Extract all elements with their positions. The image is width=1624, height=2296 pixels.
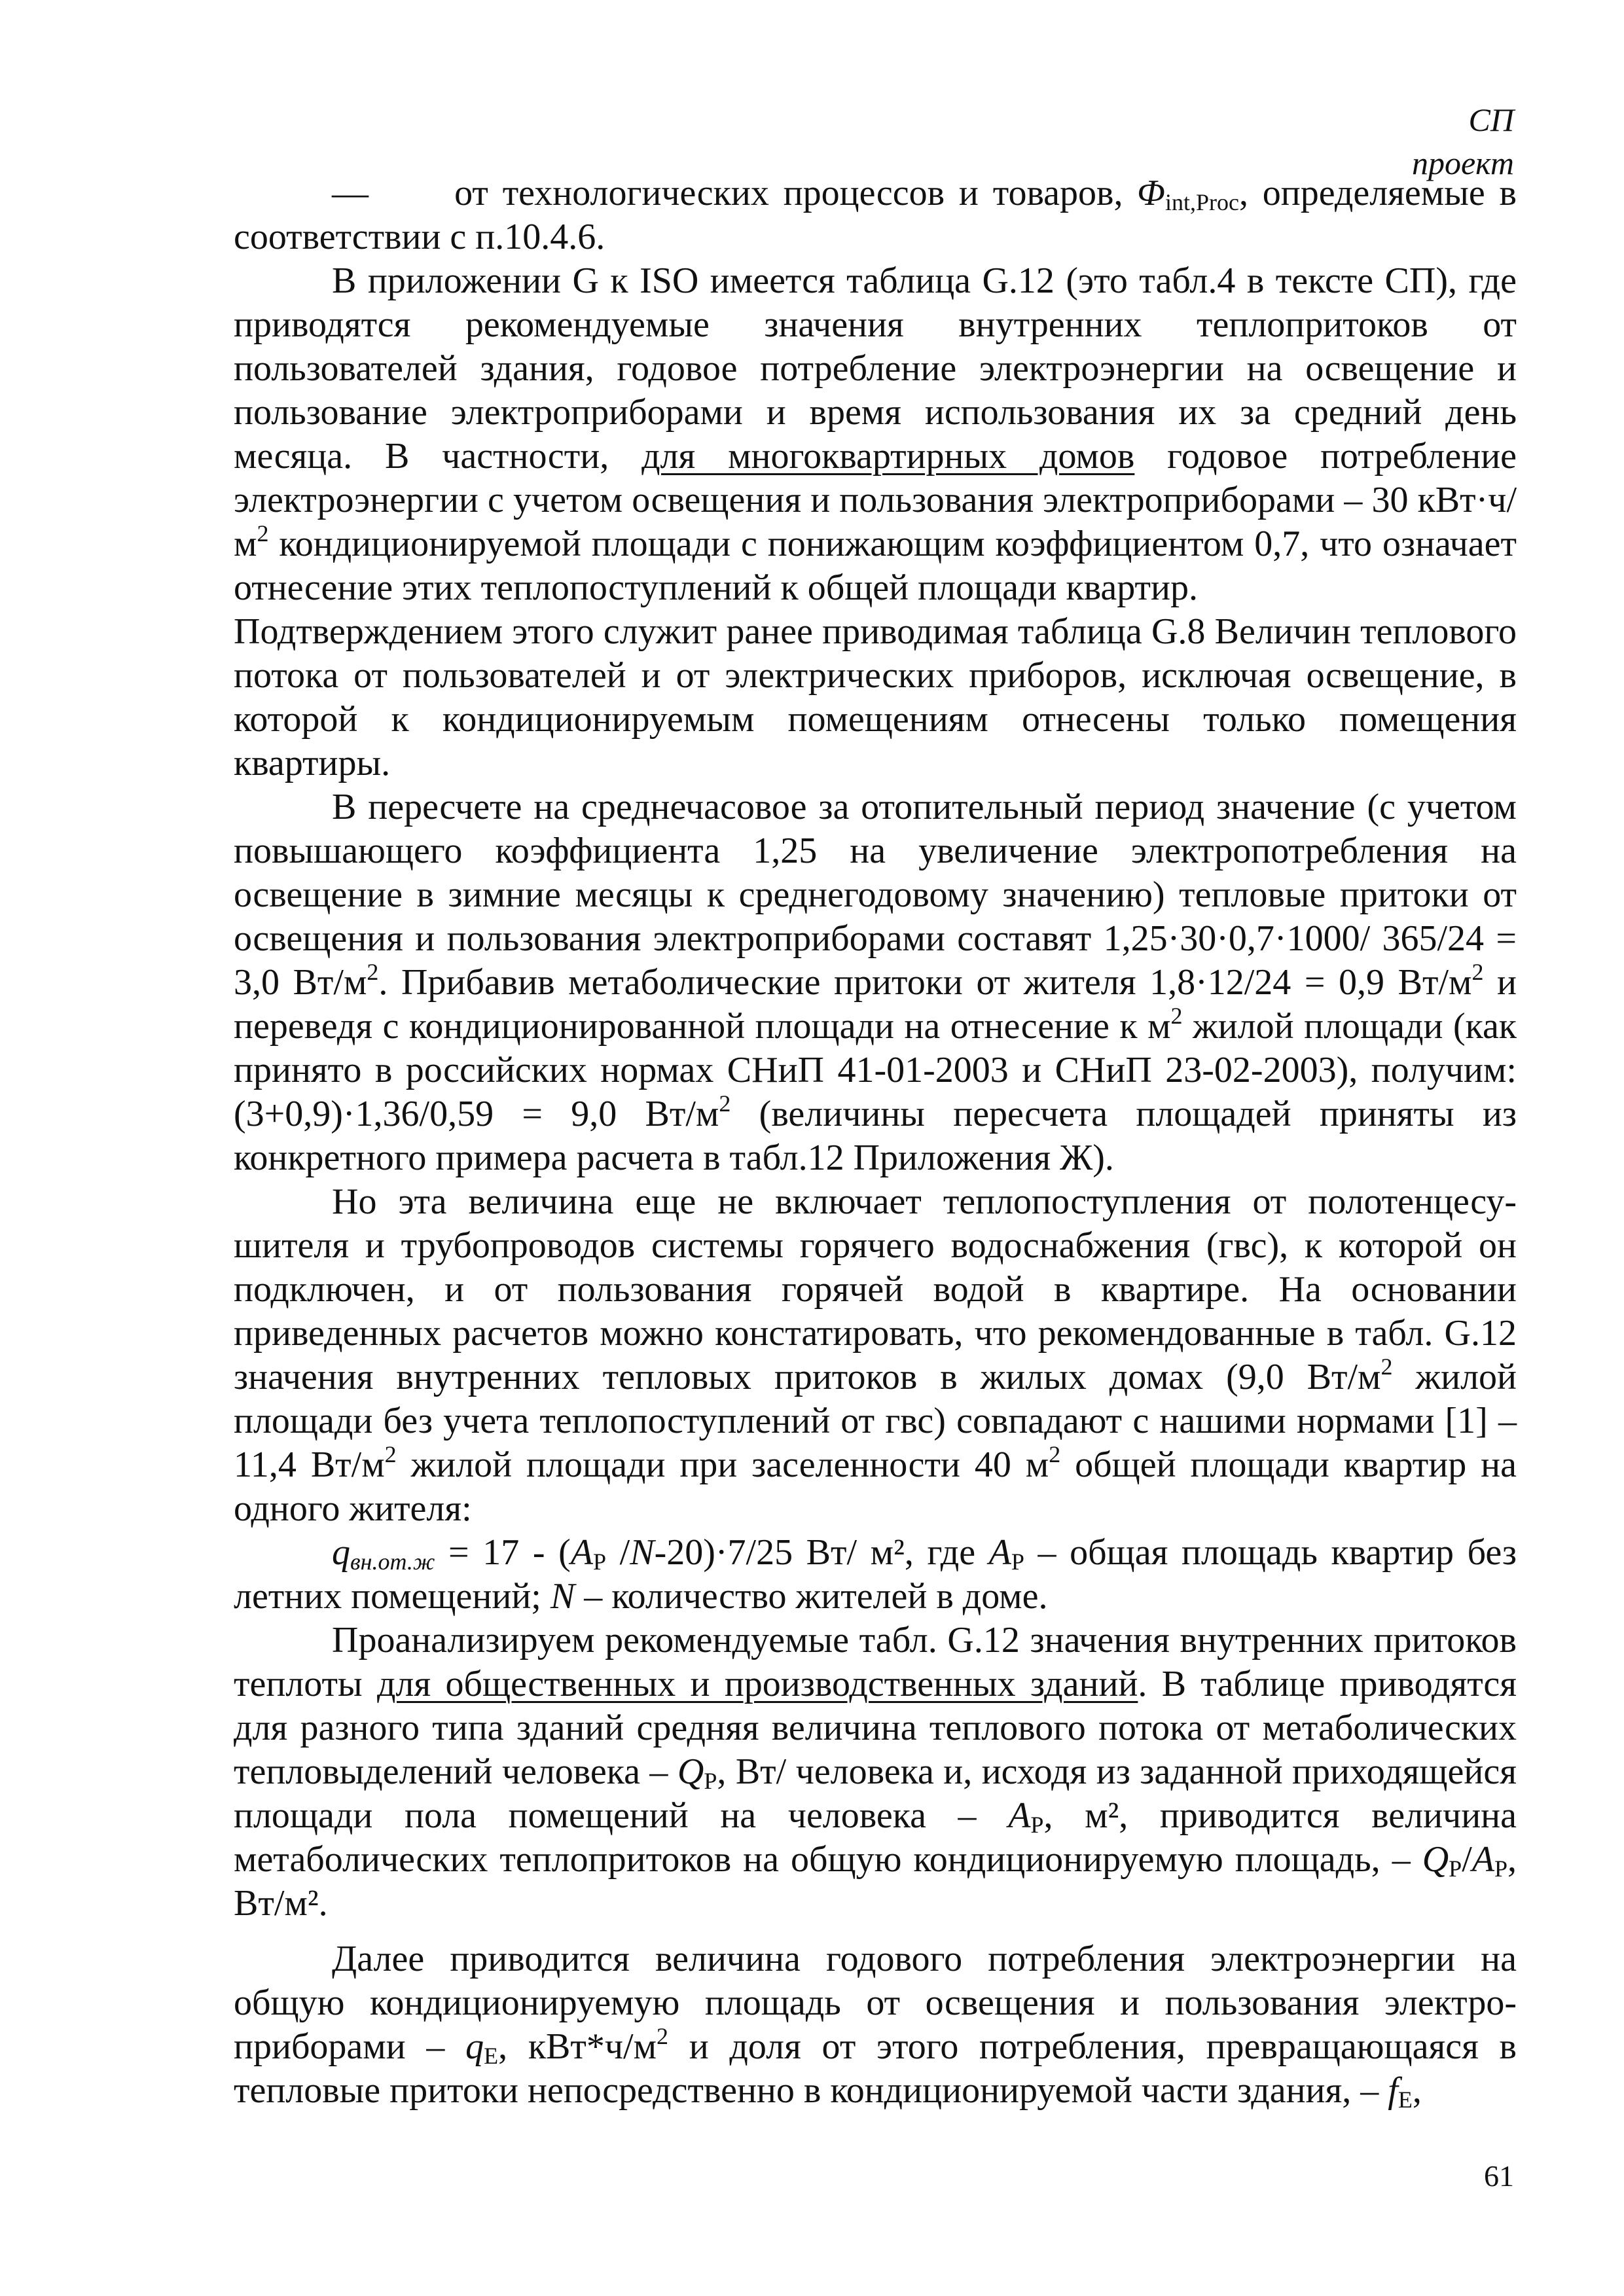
subscript: P — [1449, 1856, 1462, 1882]
symbol-n: N — [630, 1532, 655, 1573]
symbol-n: N — [550, 1576, 575, 1617]
text-run: Далее приводится величина годового потребления электроэнергии на общую кондиционируемую площадь от освещения и пользования электроприборами – — [234, 1939, 1517, 2067]
text-run: жилой площади без учета теплопоступлений от гвс) совпадают с нашими нормами [1] – 11,4 Вт/м — [234, 1357, 1517, 1485]
paragraph-5 — [234, 1180, 1517, 1531]
superscript: 2 — [1471, 959, 1484, 985]
text-run: В приложении G к ISO имеется таблица G.12 (это табл.4 в тексте СП), где приводятся рекомендуемые значения внутренних теплопритоков от пользователей здания, годовое потребление электроэнергии на освещение и пользование электроприборами и время использования их за средний день месяца. В частности, — [234, 260, 1517, 476]
text-run: – общая площадь квартир без летних помещений; — [234, 1532, 1517, 1617]
symbol-q: Q — [677, 1751, 704, 1792]
underlined-phrase: для многоквартирных домов — [641, 436, 1135, 476]
text-run: – количество жителей в доме. — [575, 1576, 1048, 1617]
subscript: Р — [1011, 1549, 1024, 1575]
subscript: P — [1030, 1812, 1044, 1838]
superscript: 2 — [384, 1441, 397, 1467]
formula-paragraph — [234, 1531, 1517, 1619]
subscript: P — [704, 1768, 717, 1794]
text-run: , кВт*ч/м — [498, 2026, 657, 2067]
symbol-phi: Φ — [1137, 173, 1165, 213]
text-run: . В таблице приводятся для разного типа зданий средняя величина теплового потока от метаболических тепловыделений человека – — [234, 1664, 1517, 1792]
paragraph-7 — [234, 1937, 1517, 2113]
symbol-a: A — [988, 1532, 1011, 1573]
superscript: 2 — [1380, 1354, 1393, 1380]
text-run: , — [1412, 2070, 1422, 2111]
text-run: Проанализируем рекомендуемые табл. G.12 значения внутренних притоков теплоты — [234, 1620, 1517, 1704]
subscript: P — [1494, 1856, 1507, 1882]
text-run: В пересчете на среднечасовое за отопительный период значение (с учетом повышающего коэффициента 1,25 на увеличение электропотребления на освещение в зимние месяцы к среднегодовому значению) тепловые притоки от освещения и пользования электроприборами составят 1,25·30·0,7·1000/ 365/24 = 3,0 Вт/м — [234, 787, 1517, 1003]
underlined-phrase: для общественных и производственных зданий — [376, 1664, 1138, 1704]
subscript: E — [1398, 2087, 1413, 2113]
superscript: 2 — [1170, 1003, 1183, 1029]
subscript: вн.от.ж — [350, 1549, 435, 1575]
body-text — [234, 171, 1517, 2113]
text-run: . Прибавив метаболические притоки от жителя 1,8·12/24 = 0,9 Вт/м — [378, 962, 1472, 1003]
text-run: жилой площади (как принято в российских нормах СНиП 41-01-2003 и СНиП 23-02-2003), получим: (3+0,9)·1,36/0,59 = 9,0 Вт/м — [234, 1006, 1517, 1134]
page-number: 61 — [1484, 2159, 1514, 2193]
text-run: кондиционируемой площади с понижающим коэффициентом 0,7, что означает отнесение этих теплопоступлений к общей площади квартир. — [234, 524, 1517, 608]
text-run: / — [1462, 1839, 1472, 1880]
superscript: 2 — [1049, 1441, 1061, 1467]
superscript: 2 — [367, 959, 379, 985]
text-run: жилой площади при заселенности 40 м — [396, 1444, 1049, 1485]
superscript: 2 — [657, 2023, 669, 2049]
text-run: , Вт/ человека и, исходя из заданной приходящейся площади пола помещений на человека – — [234, 1751, 1517, 1836]
text-run: от технологических процессов и товаров, — [454, 173, 1138, 213]
paragraph-1 — [234, 171, 1517, 259]
text-run: , м², приводится величина метаболических теплопритоков на общую кондиционируемую площадь, – — [234, 1795, 1517, 1880]
text-run: (величины пересчета площадей приняты из конкретного примера расчета в табл.12 Приложения Ж). — [234, 1094, 1517, 1178]
text-run: , Вт/м². — [234, 1839, 1517, 1924]
text-run: , определяемые в соответствии с п.10.4.6. — [234, 173, 1517, 257]
symbol-q: q — [332, 1532, 350, 1573]
text-run: Подтверждением этого служит ранее приводимая таблица G.8 Величин теплового потока от пользователей и от электрических приборов, исключая освещение, в которой к кондиционируемым помещениям отнесены только помещения квартиры. — [234, 611, 1517, 783]
text-run: -20)·7/25 Вт/ м², где — [654, 1532, 989, 1573]
text-run: / — [606, 1532, 630, 1573]
subscript: int,Proc — [1164, 189, 1239, 215]
text-run: Но эта величина еще не включает теплопоступления от полотенцесушителя и трубопроводов системы горячего водоснабжения (гвс), к которой он подключен, и от пользования горячей водой в квартире. На основании приведенных расчетов можно констатировать, что рекомендованные в табл. G.12 значения внутренних тепловых притоков в жилых домах (9,0 Вт/м — [234, 1181, 1517, 1397]
text-run: и переведя с кондиционированной площади на отнесение к м — [234, 962, 1517, 1047]
paragraph-4 — [234, 785, 1517, 1180]
symbol-a: A — [570, 1532, 593, 1573]
symbol-f: f — [1388, 2070, 1398, 2111]
paragraph-2 — [234, 259, 1517, 610]
symbol-a: A — [1471, 1839, 1494, 1880]
list-dash: — — [332, 173, 369, 213]
paragraph-3 — [234, 610, 1517, 785]
text-run: общей площади квартир на одного жителя: — [234, 1444, 1517, 1529]
subscript: E — [484, 2043, 499, 2069]
text-run: годовое потребление электроэнергии с учетом освещения и пользования электроприборами – 30 кВт·ч/м — [234, 436, 1517, 564]
symbol-a: A — [1008, 1795, 1031, 1836]
header-status: проект — [1411, 145, 1514, 181]
superscript: 2 — [257, 520, 269, 547]
superscript: 2 — [719, 1090, 731, 1117]
paragraph-6 — [234, 1619, 1517, 1926]
header-code: СП — [1468, 101, 1514, 138]
text-run: и доля от этого потребления, превращающаяся в тепловые притоки непосредственно в кондиционируемой части здания, – — [234, 2026, 1517, 2111]
symbol-q: q — [465, 2026, 484, 2067]
text-run: = 17 - ( — [435, 1532, 571, 1573]
subscript: Р — [592, 1549, 607, 1575]
symbol-q: Q — [1422, 1839, 1449, 1880]
